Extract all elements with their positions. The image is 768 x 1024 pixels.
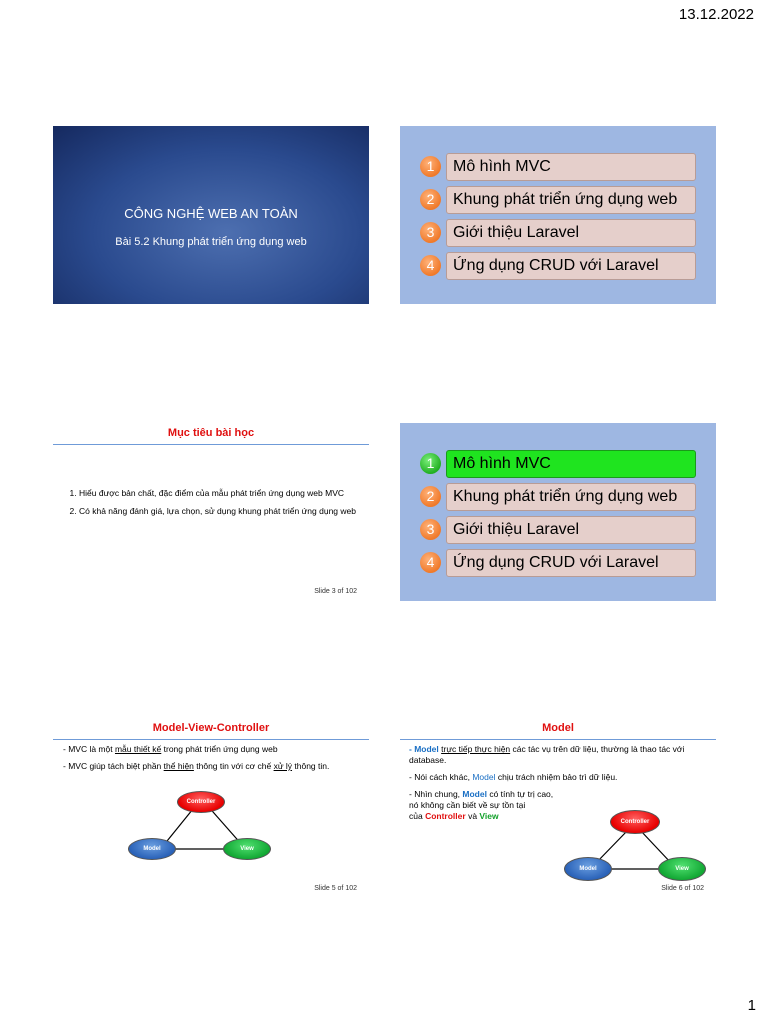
bullet-item: - MVC giúp tách biệt phần thể hiện thông tin với cơ chế xử lý thông tin. xyxy=(63,761,330,771)
agenda-item xyxy=(420,252,696,280)
agenda-label: Ứng dụng CRUD với Laravel xyxy=(446,549,696,577)
slide-agenda-mvc xyxy=(400,423,716,601)
agenda-label: Giới thiệu Laravel xyxy=(446,219,696,247)
agenda-item xyxy=(420,549,696,577)
slide-heading: Model-View-Controller xyxy=(152,722,270,734)
slide-number: Slide 6 of 102 xyxy=(661,885,704,892)
controller-node: Controller xyxy=(177,791,225,813)
agenda-number: 1 xyxy=(420,453,441,474)
controller-node: Controller xyxy=(610,810,660,834)
print-date: 13.12.2022 xyxy=(678,6,754,23)
agenda-label: Khung phát triển ứng dụng web xyxy=(446,186,696,214)
agenda-label: Mô hình MVC xyxy=(446,450,696,478)
slide-title xyxy=(53,126,369,304)
course-title: CÔNG NGHỆ WEB AN TOÀN xyxy=(124,206,298,221)
bullet-item: - Nhìn chung, Model có tính tự trị cao, nó không cần biết về sự tồn tại của Controller và View xyxy=(409,789,554,821)
agenda-label: Khung phát triển ứng dụng web xyxy=(446,483,696,511)
objectives-list xyxy=(65,487,360,523)
agenda-label: Mô hình MVC xyxy=(446,153,696,181)
view-node: View xyxy=(658,857,706,881)
agenda-number: 3 xyxy=(420,519,441,540)
agenda-number: 2 xyxy=(420,486,441,507)
agenda-item xyxy=(420,153,696,181)
slide-number: Slide 5 of 102 xyxy=(314,885,357,892)
model-node: Model xyxy=(564,857,612,881)
heading-divider xyxy=(53,444,369,445)
bullet-item: - Model trực tiếp thực hiện các tác vụ trên dữ liệu, thường là thao tác với database. xyxy=(409,744,685,765)
agenda-item xyxy=(420,186,696,214)
agenda-label: Ứng dụng CRUD với Laravel xyxy=(446,252,696,280)
objective-item: 1. Hiểu được bản chất, đặc điểm của mẫu phát triển ứng dụng web MVC xyxy=(79,487,360,499)
agenda-label: Giới thiệu Laravel xyxy=(446,516,696,544)
slide-objectives xyxy=(53,423,369,601)
bullet-item: - MVC là một mẫu thiết kế trong phát triển ứng dụng web xyxy=(63,744,278,754)
slide-mvc xyxy=(53,718,369,896)
bullet-item: - Nói cách khác, Model chịu trách nhiệm bảo trì dữ liệu. xyxy=(409,772,618,782)
agenda-item xyxy=(420,483,696,511)
agenda-number: 4 xyxy=(420,255,441,276)
view-node: View xyxy=(223,838,271,860)
agenda-number: 1 xyxy=(420,156,441,177)
agenda-number: 4 xyxy=(420,552,441,573)
page-number: 1 xyxy=(747,997,756,1014)
slide-model xyxy=(400,718,716,896)
agenda-number: 2 xyxy=(420,189,441,210)
slide-heading: Mục tiêu bài học xyxy=(167,427,255,439)
agenda-item xyxy=(420,219,696,247)
agenda-number: 3 xyxy=(420,222,441,243)
slide-heading: Model xyxy=(542,722,574,734)
slide-agenda xyxy=(400,126,716,304)
objective-item: 2. Có khả năng đánh giá, lựa chọn, sử dụng khung phát triển ứng dụng web xyxy=(79,505,360,517)
lesson-subtitle: Bài 5.2 Khung phát triển ứng dụng web xyxy=(115,236,307,248)
agenda-item xyxy=(420,516,696,544)
agenda-item-active xyxy=(420,450,696,478)
slide-number: Slide 3 of 102 xyxy=(314,588,357,595)
model-node: Model xyxy=(128,838,176,860)
